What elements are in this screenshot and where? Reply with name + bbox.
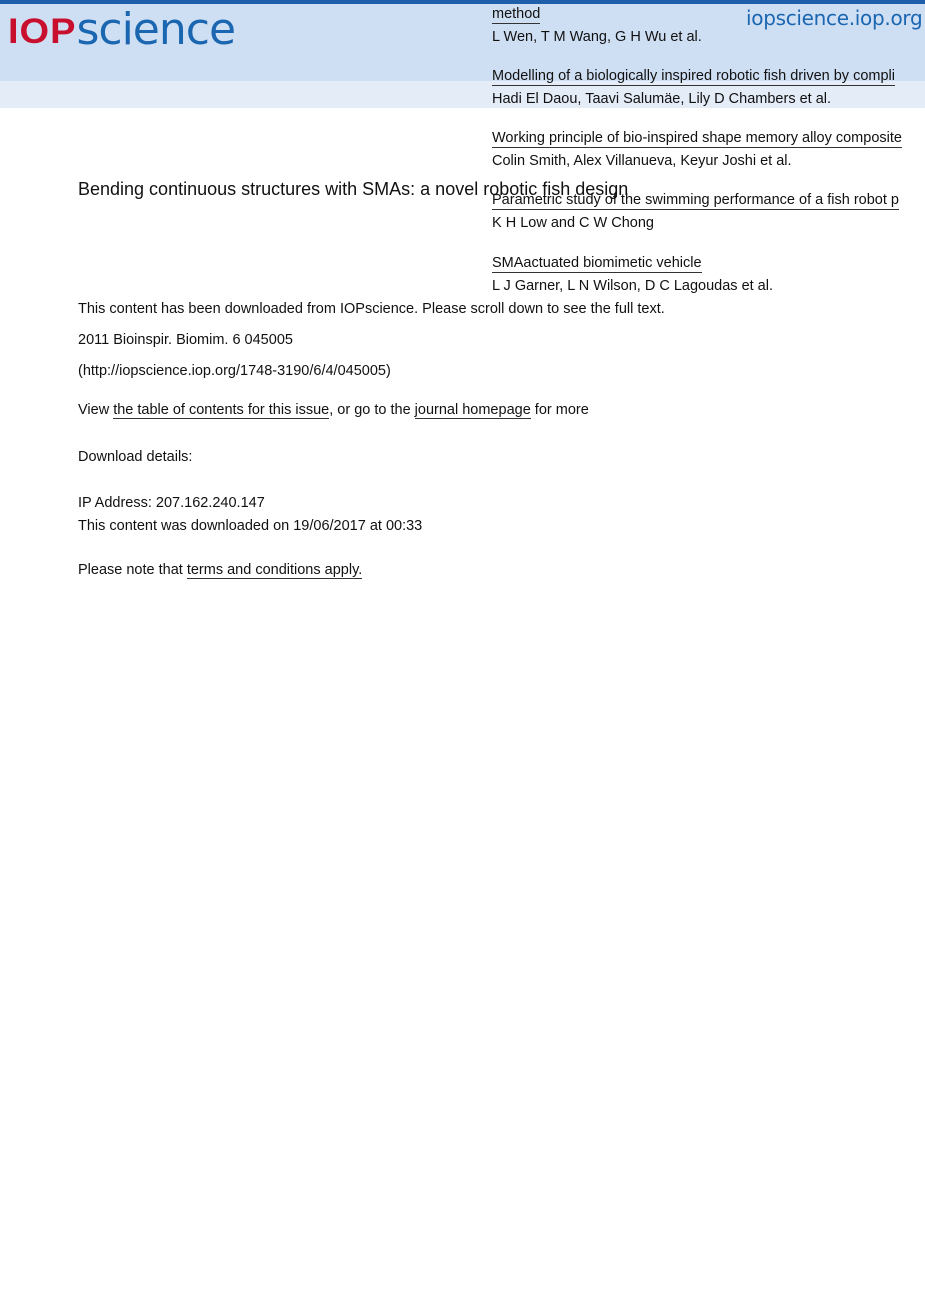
citation: 2011 Bioinspir. Biomim. 6 045005: [78, 332, 293, 348]
download-details-heading: Download details:: [78, 449, 193, 465]
terms-line: [78, 562, 362, 578]
download-date: This content was downloaded on 19/06/2017 at 00:33: [78, 518, 423, 534]
related-article-link[interactable]: Parametric study of the swimming performance of a fish robot p: [492, 192, 899, 208]
view-line: [78, 402, 589, 418]
download-notice: This content has been downloaded from IOPscience. Please scroll down to see the full text.: [78, 301, 665, 317]
terms-prefix: Please note that: [78, 562, 187, 578]
table-of-contents-link[interactable]: the table of contents for this issue: [113, 402, 330, 418]
related-article-authors: Hadi El Daou, Taavi Salumäe, Lily D Chambers et al.: [492, 91, 832, 107]
related-article-link[interactable]: Modelling of a biologically inspired robotic fish driven by compli: [492, 68, 895, 84]
logo-science-text: science: [76, 4, 236, 55]
related-article: [492, 5, 702, 46]
article-url: (http://iopscience.iop.org/1748-3190/6/4/045005): [78, 363, 391, 379]
related-article: [492, 67, 895, 108]
logo-iop-text: IOP: [8, 12, 77, 52]
related-article-authors: K H Low and C W Chong: [492, 215, 654, 231]
related-article: [492, 129, 902, 170]
related-article-link[interactable]: SMAactuated biomimetic vehicle: [492, 255, 702, 271]
site-url-link[interactable]: iopscience.iop.org: [746, 6, 923, 30]
view-line-suffix: for more: [530, 402, 589, 418]
related-article-authors: L Wen, T M Wang, G H Wu et al.: [492, 29, 702, 45]
iopscience-logo[interactable]: [8, 4, 235, 56]
view-line-prefix: View: [78, 402, 114, 418]
related-article-link[interactable]: Working principle of bio-inspired shape memory alloy composite: [492, 130, 902, 146]
article-title: Bending continuous structures with SMAs: a novel robotic fish design: [78, 179, 629, 199]
related-article: [492, 254, 773, 295]
ip-address: IP Address: 207.162.240.147: [78, 495, 265, 511]
related-article-link[interactable]: method: [492, 6, 541, 22]
terms-link[interactable]: terms and conditions apply.: [186, 562, 363, 578]
related-article-authors: L J Garner, L N Wilson, D C Lagoudas et al.: [492, 278, 774, 294]
related-article-authors: Colin Smith, Alex Villanueva, Keyur Joshi et al.: [492, 153, 792, 169]
view-line-middle: , or go to the: [329, 402, 415, 418]
journal-homepage-link[interactable]: journal homepage: [414, 402, 531, 418]
